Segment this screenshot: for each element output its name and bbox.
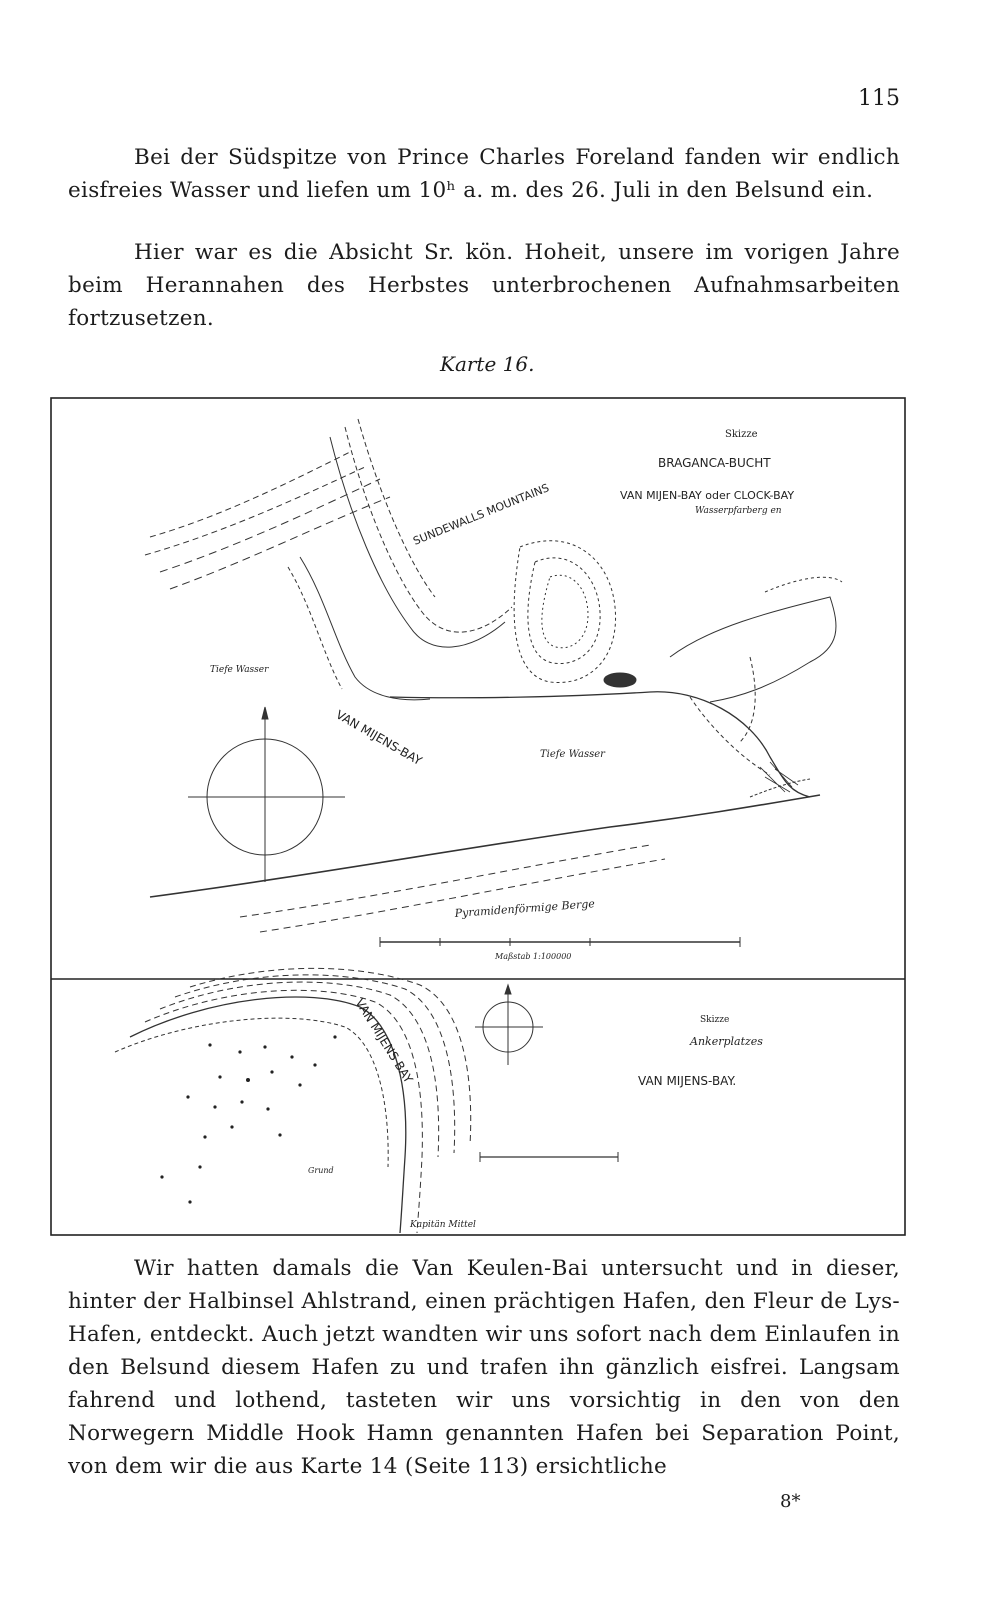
map-frame-border xyxy=(51,398,905,1235)
signature-mark: 8* xyxy=(780,1491,801,1512)
bottom-map-shoal-label: Grund xyxy=(308,1166,334,1175)
top-map-shore-label: Pyramidenförmige Berge xyxy=(454,897,596,920)
bottom-map-title-line1: Ankerplatzes xyxy=(690,1035,763,1048)
map-drawing xyxy=(50,397,906,1236)
bottom-map-soundings xyxy=(160,1035,336,1203)
map-figure xyxy=(50,397,906,1236)
bottom-map-point-label: Kapitän Mittel xyxy=(410,1220,476,1230)
top-map-bay-label: VAN MIJENS-BAY xyxy=(333,707,425,768)
top-map-title-line1: BRAGANCA-BUCHT xyxy=(658,456,771,470)
top-map-mountains-label: SUNDEWALLS MOUNTAINS xyxy=(411,481,552,548)
bottom-map-bay-label: VAN MIJENS BAY xyxy=(352,996,416,1086)
top-map-title-line3: Wasserpfarberg en xyxy=(695,506,782,516)
top-map-depth-label-2: Tiefe Wasser xyxy=(540,749,605,760)
page-number: 115 xyxy=(858,86,900,111)
paragraph-2: Hier war es die Absicht Sr. kön. Hoheit, unsere im vorigen Jahre beim Herannahen des Herbstes unterbrochenen Aufnahmsarbeiten fortzusetzen. xyxy=(68,240,900,331)
map-caption: Karte 16. xyxy=(440,352,535,376)
bottom-map-title-line3: VAN MIJENS-BAY. xyxy=(638,1074,737,1088)
paragraph-1: Bei der Südspitze von Prince Charles Foreland fanden wir endlich eisfreies Wasser und liefen um 10ʰ a. m. des 26. Juli in den Belsund ein. xyxy=(68,145,900,203)
top-map-depth-label-1: Tiefe Wasser xyxy=(210,665,269,675)
bottom-map-title-small: Skizze xyxy=(700,1015,730,1025)
top-map-title-line2: VAN MIJEN-BAY oder CLOCK-BAY xyxy=(620,489,795,502)
top-map-title-small: Skizze xyxy=(725,429,758,440)
paragraph-3: Wir hatten damals die Van Keulen-Bai untersucht und in dieser, hinter der Halbinsel Ahlstrand, einen prächtigen Hafen, den Fleur de Lys-Hafen, entdeckt. Auch jetzt wandten wir uns sofort nach dem Einlaufen in den Belsund diesem Hafen zu und trafen ihn gänzlich eisfrei. Langsam fahrend und lothend, tasteten wir uns vorsichtig in den von den Norwegern Middle Hook Hamn genannten Hafen bei Separation Point, von dem wir die aus Karte 14 (Seite 113) ersichtliche xyxy=(68,1256,900,1479)
top-map-scale-caption: Maßstab 1:100000 xyxy=(495,952,572,961)
